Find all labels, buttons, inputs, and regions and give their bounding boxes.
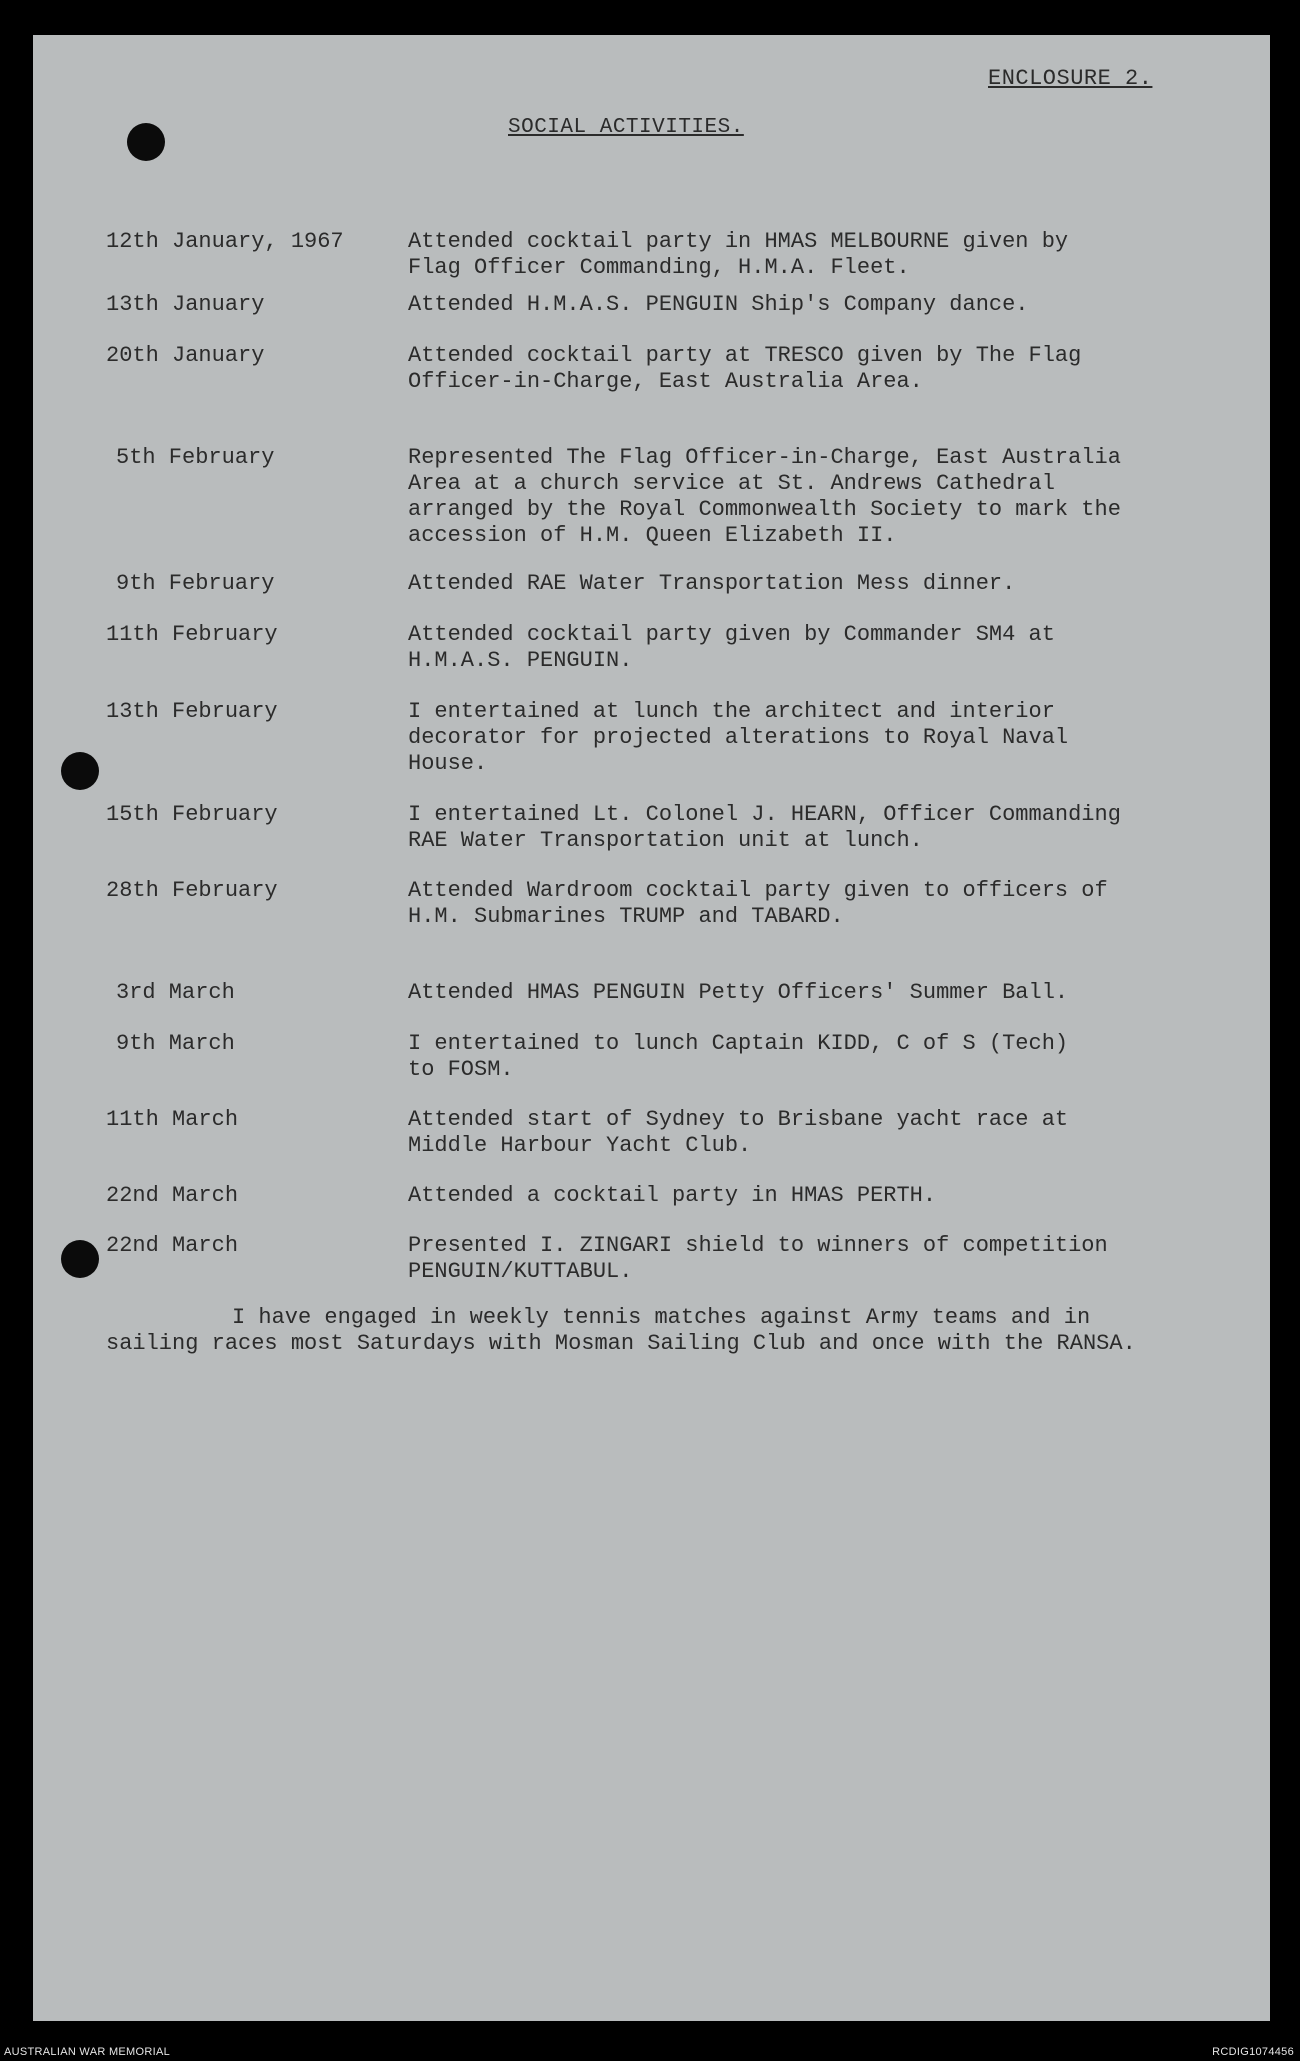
punch-hole: [61, 1240, 99, 1278]
entry-date: 20th January: [106, 343, 265, 368]
punch-hole: [61, 752, 99, 790]
entry-description: Attended H.M.A.S. PENGUIN Ship's Company dance.: [408, 292, 1029, 317]
document-page: [33, 35, 1270, 2021]
entry-date: 13th February: [106, 699, 278, 724]
entry-date: 15th February: [106, 802, 278, 827]
entry-description: Attended a cocktail party in HMAS PERTH.: [408, 1183, 937, 1208]
entry-description: I entertained to lunch Captain KIDD, C of S (Tech) to FOSM.: [408, 1031, 1069, 1082]
page-title: SOCIAL ACTIVITIES.: [508, 116, 744, 139]
closing-paragraph: I have engaged in weekly tennis matches against Army teams and in sailing races most Saturdays with Mosman Sailing Club and once with the RANSA.: [106, 1305, 1136, 1356]
entry-description: Attended cocktail party at TRESCO given by The Flag Officer-in-Charge, East Australia Area.: [408, 343, 1082, 394]
entry-date: 28th February: [106, 878, 278, 903]
footer-archive-label: AUSTRALIAN WAR MEMORIAL: [4, 2046, 171, 2058]
entry-description: Attended cocktail party given by Commander SM4 at H.M.A.S. PENGUIN.: [408, 622, 1055, 673]
entry-date: 5th February: [116, 445, 275, 470]
entry-description: Presented I. ZINGARI shield to winners of competition PENGUIN/KUTTABUL.: [408, 1233, 1108, 1284]
entry-description: Represented The Flag Officer-in-Charge, East Australia Area at a church service at St. Andrews Cathedral arranged by the Royal Commonwealth Society to mark the accession of H.M. Queen Elizabeth II.: [408, 445, 1121, 548]
entry-date: 11th February: [106, 622, 278, 647]
entry-date: 12th January, 1967: [106, 229, 344, 254]
entry-date: 22nd March: [106, 1233, 239, 1258]
entry-date: 9th March: [116, 1031, 235, 1056]
entry-date: 3rd March: [116, 980, 235, 1005]
footer-record-id: RCDIG1074456: [1212, 2046, 1294, 2058]
entry-description: I entertained Lt. Colonel J. HEARN, Officer Commanding RAE Water Transportation unit at lunch.: [408, 802, 1121, 853]
enclosure-label: ENCLOSURE 2.: [988, 66, 1153, 91]
punch-hole: [127, 123, 165, 161]
entry-date: 9th February: [116, 571, 275, 596]
entry-date: 22nd March: [106, 1183, 239, 1208]
entry-description: Attended start of Sydney to Brisbane yacht race at Middle Harbour Yacht Club.: [408, 1107, 1069, 1158]
entry-description: Attended RAE Water Transportation Mess dinner.: [408, 571, 1016, 596]
entry-date: 11th March: [106, 1107, 239, 1132]
entry-date: 13th January: [106, 292, 265, 317]
entry-description: Attended HMAS PENGUIN Petty Officers' Summer Ball.: [408, 980, 1069, 1005]
entry-description: Attended Wardroom cocktail party given to officers of H.M. Submarines TRUMP and TABARD.: [408, 878, 1108, 929]
entry-description: I entertained at lunch the architect and interior decorator for projected alterations to Royal Naval House.: [408, 699, 1069, 776]
entry-description: Attended cocktail party in HMAS MELBOURNE given by Flag Officer Commanding, H.M.A. Fleet.: [408, 229, 1069, 280]
